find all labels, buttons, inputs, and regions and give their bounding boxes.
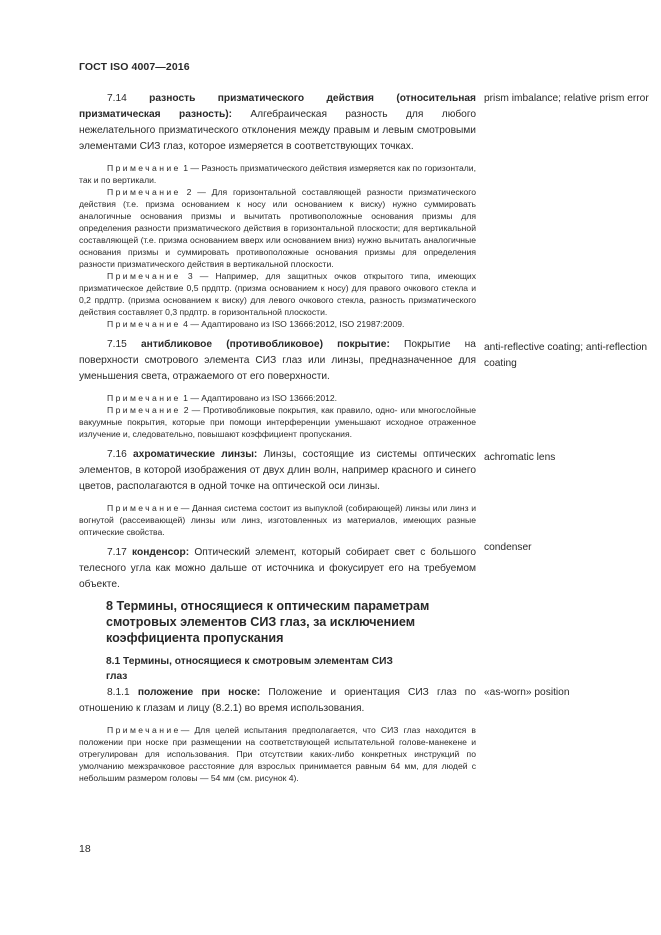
note-label: Примечание [107, 393, 181, 403]
note [79, 502, 476, 538]
note-label: Примечание [107, 503, 181, 513]
term-number: 7.16 [107, 449, 127, 460]
page-number: 18 [79, 843, 91, 855]
note-number: 1 [183, 163, 188, 173]
notes-7-15 [79, 392, 476, 440]
note-label: Примечание [107, 163, 181, 173]
note-label: Примечание [107, 725, 181, 735]
term-number: 7.15 [107, 339, 127, 350]
terms-column-section-8 [79, 685, 476, 791]
note [79, 186, 476, 270]
note-number: 2 [183, 405, 189, 415]
note-text: — Данная система состоит из выпуклой (собирающей) линзы или линз и вогнутой (рассеивающей) линзы или линз, изготовленных из материалов, имеющих разные оптические свойства. [79, 503, 476, 537]
note-text: — Противобликовые покрытия, как правило, одно- или многослойные вакуумные покрытия, которые при помощи интерференции уменьшают исходное отраженное излучение и, следовательно, повышают коэффициент пропускания. [79, 405, 476, 439]
term-name: разность призматического действия (относительная призматическая разность): [79, 93, 476, 120]
english-term-8-1-1: «as-worn» position [484, 687, 570, 698]
note-text: — Адаптировано из ISO 13666:2012, ISO 21987:2009. [190, 319, 405, 329]
note-label: Примечание [107, 271, 181, 281]
term-number: 8.1.1 [107, 687, 130, 698]
term-number: 7.17 [107, 547, 127, 558]
term-name: ахроматические линзы: [133, 449, 258, 460]
term-definition: Покрытие на поверхности смотрового элемента СИЗ глаз или линзы, предназначенное для уменьшения света, отражаемого от его поверхности. [79, 339, 476, 382]
note-label: Примечание [107, 319, 181, 329]
note-label: Примечание [107, 187, 181, 197]
note-number: 1 [183, 393, 188, 403]
section-8-heading: 8 Термины, относящиеся к оптическим параметрам смотровых элементов СИЗ глаз, за исключением коэффициента пропускания [106, 599, 430, 645]
note [79, 318, 476, 330]
note-text: — Разность призматического действия измеряется как по горизонтали, так и по вертикали. [79, 163, 476, 185]
term-name: антибликовое (противобликовое) покрытие: [141, 339, 390, 350]
term-7-16 [79, 447, 476, 495]
term-definition: Положение и ориентация СИЗ глаз по отношению к глазам и лицу (8.2.1) во время использования. [79, 687, 476, 714]
english-term-7-16: achromatic lens [484, 452, 556, 463]
note-label: Примечание [107, 405, 181, 415]
terms-column [79, 91, 476, 600]
term-7-14 [79, 91, 476, 155]
note [79, 392, 476, 404]
notes-8-1-1 [79, 724, 476, 784]
note-text: — Для горизонтальной составляющей разности призматического действия (т.е. призма основанием к носу или основанием к виску) нужно суммировать аналогичные основания призмы и вычитать противоположные основания призмы для определения разности призматического действия в горизонтальной плоскости; для вертикальной составляющей (т.е. призма основанием вверх или основанием вниз) нужно вычитать аналогичные основания призмы и суммировать противоположные основания призмы для определения разности призматического действия в вертикальной плоскости. [79, 187, 476, 269]
note-number: 3 [187, 271, 193, 281]
note-number: 2 [186, 187, 192, 197]
english-term-7-17: condenser [484, 542, 532, 553]
english-term-7-14: prism imbalance; relative prism error [484, 93, 649, 104]
document-header: ГОСТ ISO 4007—2016 [79, 61, 190, 73]
term-name: конденсор: [132, 547, 190, 558]
note-text: — Для целей испытания предполагается, что СИЗ глаз находится в положении при носке при размещении на соответствующей испытательной голове-манекене и отрегулирован для использования. При отсутствии каких-либо конкретных инструкций по умолчанию межзрачковое расстояние для взрослых принимается равным 64 мм, для людей с небольшим размером головы — 54 мм (см. рисунок 4). [79, 725, 476, 783]
notes-7-16 [79, 502, 476, 538]
note-number: 4 [183, 319, 188, 329]
note [79, 162, 476, 186]
term-number: 7.14 [107, 93, 127, 104]
note-text: — Например, для защитных очков открытого типа, имеющих призматическое действие 0,5 прдптр. (призма основанием к носу) для правого очкового стекла и 0,2 прдптр. (призма основанием к виску) для левого очкового стекла, разность призматического действия составляет 0,3 прдптр. в горизонтальной плоскости. [79, 271, 477, 317]
note [79, 724, 476, 784]
term-7-17 [79, 545, 476, 593]
notes-7-14 [79, 162, 476, 330]
note-text: — Адаптировано из ISO 13666:2012. [190, 393, 338, 403]
subsection-8-1-heading: 8.1 Термины, относящиеся к смотровым элементам СИЗ глаз [106, 656, 393, 682]
term-definition: Линзы, состоящие из системы оптических элементов, в которой изображения от двух длин волн, например красного и синего цветов, располагаются в одной точке на оптической оси линзы. [79, 449, 477, 492]
term-definition: Алгебраическая разность для любого нежелательного призматического отклонения между правым и левым смотровыми элементами СИЗ глаз, которое измеряется в соответствующих точках. [79, 109, 476, 152]
note [79, 404, 476, 440]
term-8-1-1 [79, 685, 476, 717]
term-7-15 [79, 337, 476, 385]
note [79, 270, 476, 318]
term-definition: Оптический элемент, который собирает свет с большого телесного угла как можно дальше от источника и фокусирует его на требуемом объекте. [79, 547, 476, 590]
term-name: положение при носке: [137, 687, 261, 698]
english-term-7-15: anti-reflective coating; anti-reflection coating [484, 342, 648, 369]
